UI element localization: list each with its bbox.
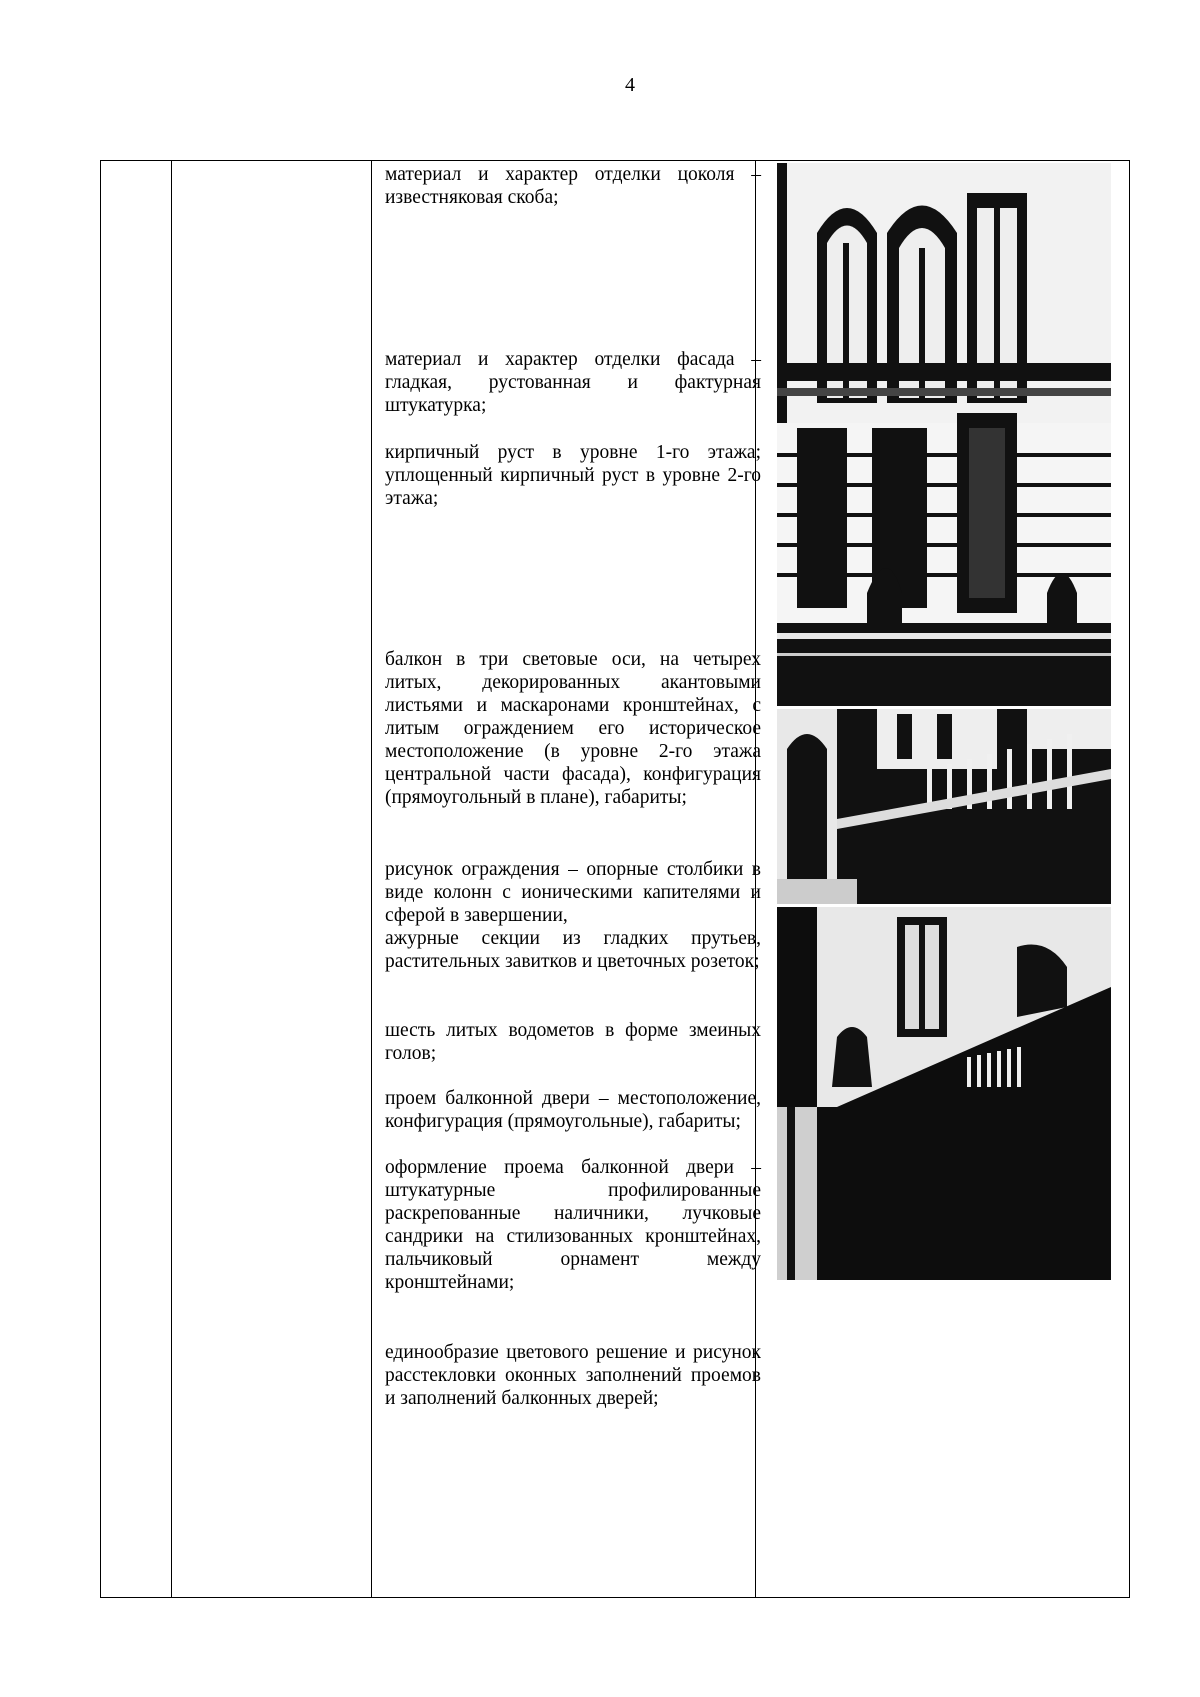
paragraph-water-spouts: шесть литых водометов в форме змеиных голов; <box>385 1020 761 1064</box>
column-divider <box>371 161 372 1597</box>
paragraph-facade-finish: материал и характер отделки фасада – гладкая, рустованная и фактурная штукатурка; <box>385 349 761 416</box>
paragraph-door-decoration: оформление проема балконной двери – штукатурные профилированные раскрепованные наличники, лучковые сандрики на стилизованных кронштейнах, пальчиковый орнамент между кронштейнами; <box>385 1157 761 1293</box>
page-number: 4 <box>625 74 635 96</box>
column-divider <box>171 161 172 1597</box>
paragraph-color-glazing: единообразие цветового решение и рисунок расстекловки оконных заполнений проемов и заполнений балконных дверей; <box>385 1342 761 1409</box>
balcony-photo <box>777 709 1111 904</box>
paragraph-balcony: балкон в три световые оси, на четырех литых, декорированных акантовыми листьями и маскаронами кронштейнах, с литым ограждением его историческое местоположение (в уровне 2-го этажа центральной части фасада), конфигурация (прямоугольный в плане), габариты; <box>385 649 761 808</box>
paragraph-balcony-door: проем балконной двери – местоположение, конфигурация (прямоугольные), габариты; <box>385 1088 761 1132</box>
paragraph-openwork-sections: ажурные секции из гладких прутьев, растительных завитков и цветочных розеток; <box>385 928 761 972</box>
facade-photo <box>777 163 1111 706</box>
paragraph-brick-rustication: кирпичный руст в уровне 1-го этажа; уплощенный кирпичный руст в уровне 2-го этажа; <box>385 442 761 509</box>
balcony-detail-photo <box>777 907 1111 1280</box>
paragraph-railing-pattern: рисунок ограждения – опорные столбики в виде колонн с ионическими капителями и сферой в завершении, <box>385 859 761 926</box>
paragraph-plinth-finish: материал и характер отделки цоколя – известняковая скоба; <box>385 164 761 208</box>
description-table <box>100 160 1130 1598</box>
